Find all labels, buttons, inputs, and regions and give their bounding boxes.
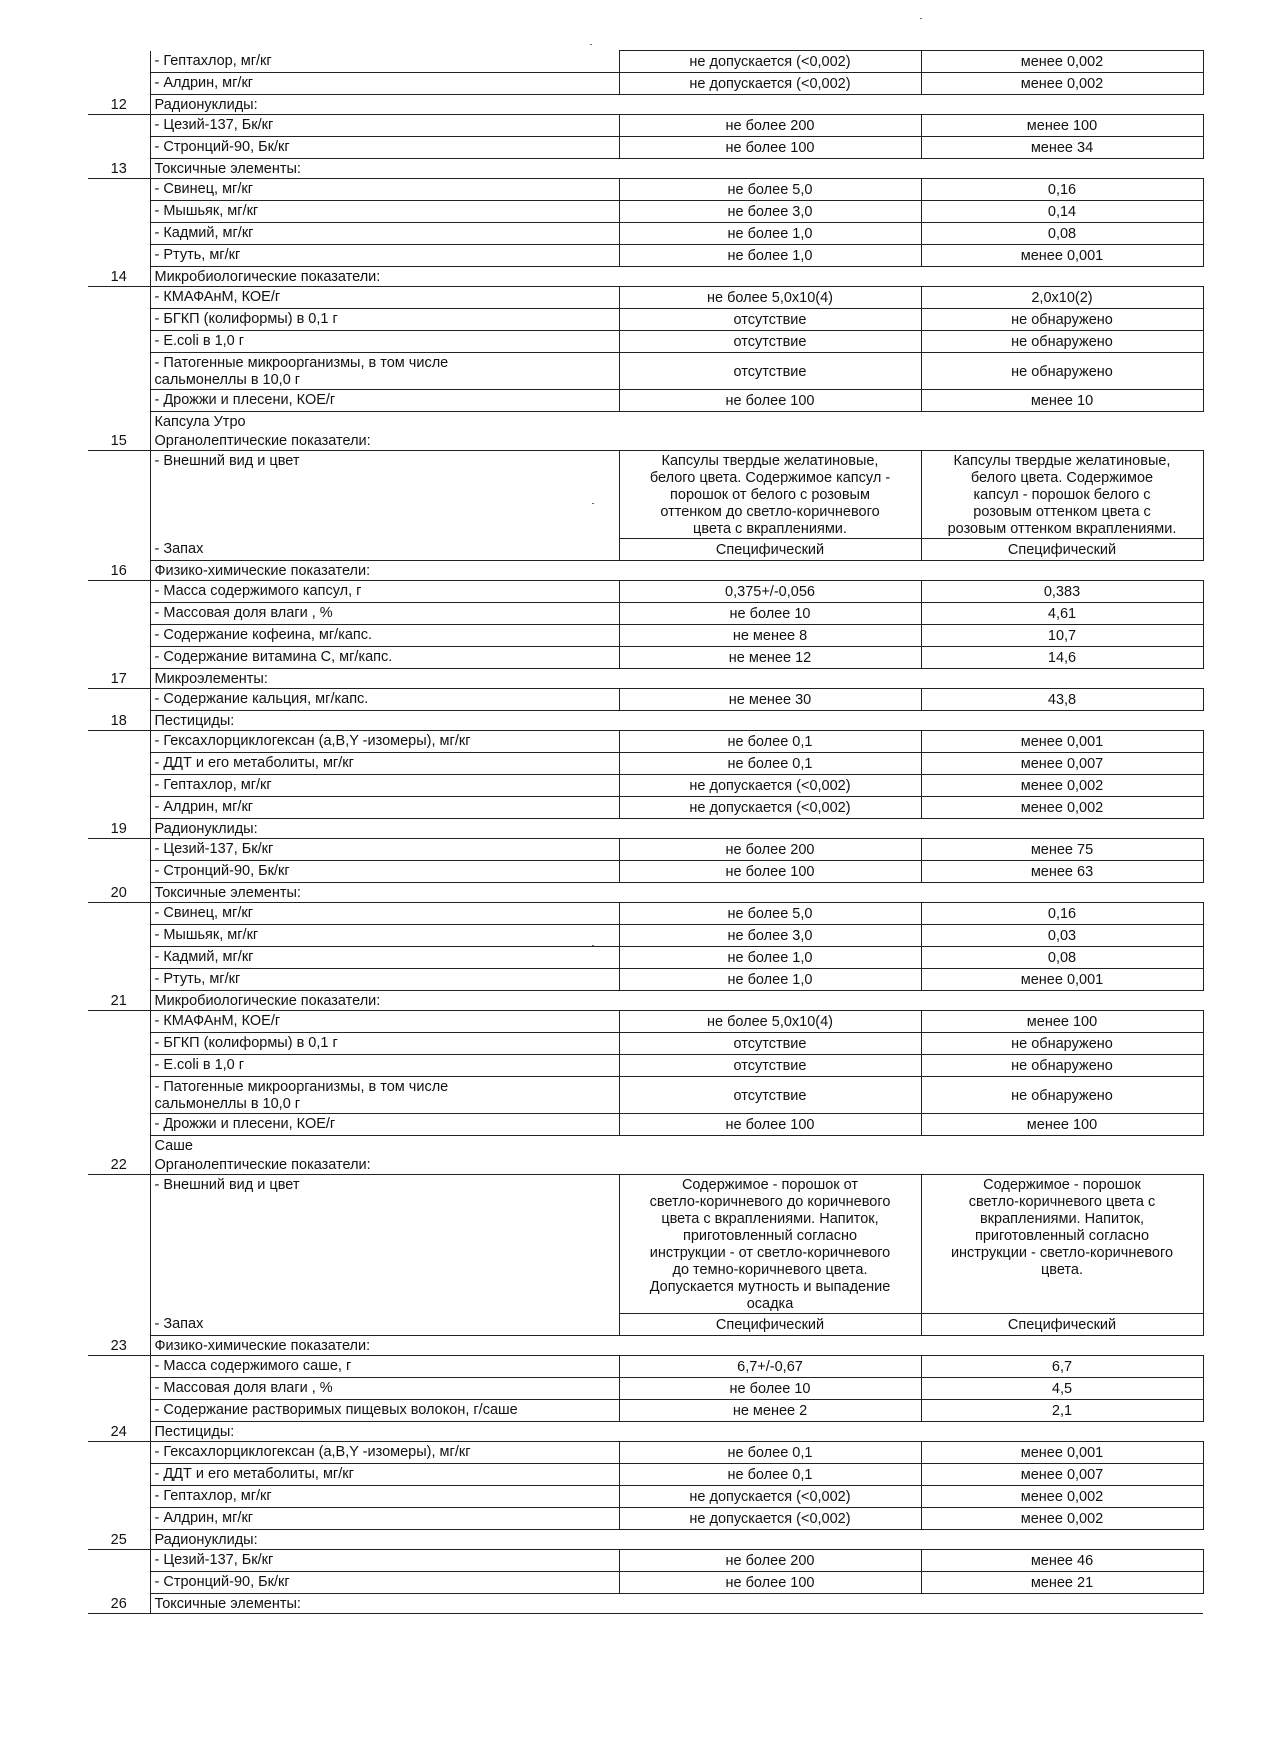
table-row — [88, 1550, 1203, 1572]
section-number — [88, 861, 150, 883]
table-row — [88, 539, 1203, 561]
norm-value: не допускается (<0,002) — [619, 775, 921, 797]
section-number: 25 — [88, 1530, 150, 1550]
indicator-name: - Гексахлорциклогексан (a,B,Y -изомеры), мг/кг — [150, 731, 619, 753]
table-row — [88, 839, 1203, 861]
section-row — [88, 991, 1203, 1011]
result-value: не обнаружено — [921, 309, 1203, 331]
indicator-name: - ДДТ и его метаболиты, мг/кг — [150, 1464, 619, 1486]
indicator-name: - Содержание кальция, мг/капс. — [150, 689, 619, 711]
section-number — [88, 1464, 150, 1486]
section-number — [88, 753, 150, 775]
table-row — [88, 1356, 1203, 1378]
table-row — [88, 1033, 1203, 1055]
norm-value: не допускается (<0,002) — [619, 73, 921, 95]
table-row — [88, 287, 1203, 309]
norm-value: отсутствие — [619, 1055, 921, 1077]
indicator-name: - Гептахлор, мг/кг — [150, 1486, 619, 1508]
results-table-body — [88, 51, 1203, 1614]
section-title: Пестициды: — [150, 711, 1203, 731]
table-row — [88, 969, 1203, 991]
indicator-name: - КМАФАнМ, КОЕ/г — [150, 287, 619, 309]
section-title: Микроэлементы: — [150, 669, 1203, 689]
scan-speck — [592, 503, 594, 504]
section-number — [88, 1508, 150, 1530]
table-row — [88, 625, 1203, 647]
indicator-name: - Стронций-90, Бк/кг — [150, 137, 619, 159]
table-row — [88, 1175, 1203, 1314]
section-number: 19 — [88, 819, 150, 839]
norm-value: отсутствие — [619, 353, 921, 390]
product-title: Капсула Утро — [150, 412, 1203, 432]
section-number — [88, 1011, 150, 1033]
indicator-name: - Внешний вид и цвет — [150, 451, 619, 539]
table-row — [88, 1055, 1203, 1077]
norm-value: не более 0,1 — [619, 1464, 921, 1486]
norm-value: не более 100 — [619, 390, 921, 412]
table-row — [88, 1011, 1203, 1033]
indicator-name: - Цезий-137, Бк/кг — [150, 115, 619, 137]
indicator-name: - Мышьяк, мг/кг — [150, 925, 619, 947]
section-number — [88, 1378, 150, 1400]
section-number — [88, 797, 150, 819]
table-row — [88, 581, 1203, 603]
indicator-name: - КМАФАнМ, КОЕ/г — [150, 1011, 619, 1033]
result-value: 0,08 — [921, 223, 1203, 245]
indicator-name: - Запах — [150, 539, 619, 561]
result-value: Содержимое - порошок светло-коричневого цвета с вкраплениями. Напиток, приготовленный согласно инструкции - светло-коричневого цвета. — [921, 1175, 1203, 1314]
table-row — [88, 797, 1203, 819]
section-number — [88, 51, 150, 73]
norm-value: не более 3,0 — [619, 925, 921, 947]
section-row — [88, 669, 1203, 689]
table-row — [88, 947, 1203, 969]
norm-value: не допускается (<0,002) — [619, 1508, 921, 1530]
result-value: Капсулы твердые желатиновые, белого цвета. Содержимое капсул - порошок белого с розовым оттенком цвета с розовым оттенком вкраплениями. — [921, 451, 1203, 539]
section-title: Физико-химические показатели: — [150, 1336, 1203, 1356]
indicator-name: - Внешний вид и цвет — [150, 1175, 619, 1314]
section-title: Микробиологические показатели: — [150, 267, 1203, 287]
norm-value: не более 1,0 — [619, 223, 921, 245]
result-value: Специфический — [921, 1314, 1203, 1336]
section-row — [88, 1155, 1203, 1175]
section-row — [88, 159, 1203, 179]
norm-value: не менее 2 — [619, 1400, 921, 1422]
norm-value: не более 5,0 — [619, 903, 921, 925]
indicator-name: - Ртуть, мг/кг — [150, 969, 619, 991]
section-number — [88, 947, 150, 969]
norm-value: не более 10 — [619, 603, 921, 625]
indicator-name: - Гептахлор, мг/кг — [150, 51, 619, 73]
section-row — [88, 711, 1203, 731]
table-row — [88, 1314, 1203, 1336]
product-row — [88, 412, 1203, 432]
norm-value: не более 100 — [619, 1572, 921, 1594]
section-number: 21 — [88, 991, 150, 1011]
result-value: менее 0,002 — [921, 797, 1203, 819]
section-row — [88, 561, 1203, 581]
section-number — [88, 1136, 150, 1156]
section-number — [88, 839, 150, 861]
table-row — [88, 331, 1203, 353]
result-value: менее 100 — [921, 1114, 1203, 1136]
section-number — [88, 775, 150, 797]
section-title: Органолептические показатели: — [150, 431, 1203, 451]
table-row — [88, 73, 1203, 95]
section-title: Радионуклиды: — [150, 95, 1203, 115]
section-number: 20 — [88, 883, 150, 903]
section-number — [88, 1175, 150, 1314]
section-number — [88, 1572, 150, 1594]
norm-value: не более 0,1 — [619, 731, 921, 753]
result-value: 43,8 — [921, 689, 1203, 711]
norm-value: Специфический — [619, 539, 921, 561]
norm-value: не более 3,0 — [619, 201, 921, 223]
result-value: менее 0,007 — [921, 1464, 1203, 1486]
section-row — [88, 1336, 1203, 1356]
result-value: менее 10 — [921, 390, 1203, 412]
section-number — [88, 603, 150, 625]
table-row — [88, 1378, 1203, 1400]
result-value: 2,1 — [921, 1400, 1203, 1422]
norm-value: отсутствие — [619, 1033, 921, 1055]
result-value: менее 63 — [921, 861, 1203, 883]
table-row — [88, 861, 1203, 883]
section-title: Микробиологические показатели: — [150, 991, 1203, 1011]
section-number — [88, 353, 150, 390]
indicator-name: - Цезий-137, Бк/кг — [150, 1550, 619, 1572]
result-value: 2,0х10(2) — [921, 287, 1203, 309]
indicator-name: - Масса содержимого саше, г — [150, 1356, 619, 1378]
table-row — [88, 1508, 1203, 1530]
indicator-name: - Алдрин, мг/кг — [150, 797, 619, 819]
indicator-name: - Ртуть, мг/кг — [150, 245, 619, 267]
norm-value: Содержимое - порошок от светло-коричневого до коричневого цвета с вкраплениями. Напиток, приготовленный согласно инструкции - от светло-коричневого до темно-коричневого цвета. Допускается мутность и выпадение осадка — [619, 1175, 921, 1314]
section-row — [88, 883, 1203, 903]
section-number — [88, 1356, 150, 1378]
norm-value: не более 0,1 — [619, 753, 921, 775]
table-row — [88, 223, 1203, 245]
indicator-name: - Цезий-137, Бк/кг — [150, 839, 619, 861]
norm-value: не более 1,0 — [619, 969, 921, 991]
section-number: 24 — [88, 1422, 150, 1442]
result-value: менее 0,002 — [921, 73, 1203, 95]
table-row — [88, 689, 1203, 711]
section-row — [88, 1530, 1203, 1550]
indicator-name: - ДДТ и его метаболиты, мг/кг — [150, 753, 619, 775]
table-row — [88, 903, 1203, 925]
result-value: 10,7 — [921, 625, 1203, 647]
section-number — [88, 451, 150, 539]
section-number — [88, 115, 150, 137]
indicator-name: - Гептахлор, мг/кг — [150, 775, 619, 797]
result-value: менее 0,001 — [921, 1442, 1203, 1464]
section-number — [88, 1077, 150, 1114]
table-row — [88, 775, 1203, 797]
indicator-name: - Патогенные микроорганизмы, в том числе сальмонеллы в 10,0 г — [150, 1077, 619, 1114]
scan-speck — [590, 44, 592, 45]
norm-value: не менее 30 — [619, 689, 921, 711]
result-value: 14,6 — [921, 647, 1203, 669]
indicator-name: - Дрожжи и плесени, КОЕ/г — [150, 1114, 619, 1136]
section-number — [88, 1314, 150, 1336]
norm-value: не более 1,0 — [619, 245, 921, 267]
table-row — [88, 353, 1203, 390]
result-value: менее 100 — [921, 115, 1203, 137]
table-row — [88, 309, 1203, 331]
section-number — [88, 287, 150, 309]
norm-value: Специфический — [619, 1314, 921, 1336]
result-value: менее 0,002 — [921, 1486, 1203, 1508]
result-value: менее 0,001 — [921, 731, 1203, 753]
result-value: 0,16 — [921, 903, 1203, 925]
result-value: менее 0,002 — [921, 51, 1203, 73]
indicator-name: - Дрожжи и плесени, КОЕ/г — [150, 390, 619, 412]
result-value: менее 21 — [921, 1572, 1203, 1594]
section-number — [88, 412, 150, 432]
norm-value: Капсулы твердые желатиновые, белого цвета. Содержимое капсул - порошок от белого с розовым оттенком до светло-коричневого цвета с вкраплениями. — [619, 451, 921, 539]
section-number — [88, 1114, 150, 1136]
section-number: 18 — [88, 711, 150, 731]
indicator-name: - Кадмий, мг/кг — [150, 223, 619, 245]
norm-value: отсутствие — [619, 1077, 921, 1114]
table-row — [88, 137, 1203, 159]
norm-value: не допускается (<0,002) — [619, 1486, 921, 1508]
result-value: 0,03 — [921, 925, 1203, 947]
norm-value: отсутствие — [619, 309, 921, 331]
norm-value: не более 200 — [619, 839, 921, 861]
section-number — [88, 179, 150, 201]
indicator-name: - E.coli в 1,0 г — [150, 1055, 619, 1077]
result-value: 4,5 — [921, 1378, 1203, 1400]
section-number: 13 — [88, 159, 150, 179]
scan-speck — [592, 945, 594, 946]
norm-value: не допускается (<0,002) — [619, 51, 921, 73]
table-row — [88, 245, 1203, 267]
section-row — [88, 95, 1203, 115]
document-sheet — [88, 50, 1203, 1614]
table-row — [88, 1077, 1203, 1114]
norm-value: не более 1,0 — [619, 947, 921, 969]
result-value: не обнаружено — [921, 1055, 1203, 1077]
result-value: менее 0,002 — [921, 1508, 1203, 1530]
section-number: 22 — [88, 1155, 150, 1175]
indicator-name: - Стронций-90, Бк/кг — [150, 1572, 619, 1594]
result-value: менее 46 — [921, 1550, 1203, 1572]
section-number — [88, 331, 150, 353]
result-value: не обнаружено — [921, 353, 1203, 390]
norm-value: не более 0,1 — [619, 1442, 921, 1464]
indicator-name: - Содержание кофеина, мг/капс. — [150, 625, 619, 647]
result-value: менее 0,001 — [921, 245, 1203, 267]
norm-value: не более 5,0х10(4) — [619, 1011, 921, 1033]
result-value: менее 34 — [921, 137, 1203, 159]
section-number — [88, 647, 150, 669]
table-row — [88, 1486, 1203, 1508]
indicator-name: - Алдрин, мг/кг — [150, 1508, 619, 1530]
section-row — [88, 431, 1203, 451]
table-row — [88, 451, 1203, 539]
table-row — [88, 1464, 1203, 1486]
norm-value: 0,375+/-0,056 — [619, 581, 921, 603]
section-number — [88, 223, 150, 245]
norm-value: не более 100 — [619, 861, 921, 883]
norm-value: не более 5,0х10(4) — [619, 287, 921, 309]
result-value: 6,7 — [921, 1356, 1203, 1378]
section-number — [88, 201, 150, 223]
result-value: Специфический — [921, 539, 1203, 561]
section-number: 16 — [88, 561, 150, 581]
indicator-name: - Патогенные микроорганизмы, в том числе сальмонеллы в 10,0 г — [150, 353, 619, 390]
section-number — [88, 1442, 150, 1464]
section-number — [88, 1550, 150, 1572]
indicator-name: - E.coli в 1,0 г — [150, 331, 619, 353]
section-number: 17 — [88, 669, 150, 689]
section-row — [88, 1594, 1203, 1614]
table-row — [88, 1400, 1203, 1422]
indicator-name: - Массовая доля влаги , % — [150, 603, 619, 625]
section-number — [88, 390, 150, 412]
indicator-name: - Свинец, мг/кг — [150, 179, 619, 201]
section-title: Радионуклиды: — [150, 1530, 1203, 1550]
section-number — [88, 137, 150, 159]
section-number: 15 — [88, 431, 150, 451]
table-row — [88, 603, 1203, 625]
section-number — [88, 309, 150, 331]
norm-value: не допускается (<0,002) — [619, 797, 921, 819]
norm-value: не более 200 — [619, 115, 921, 137]
section-number — [88, 73, 150, 95]
table-row — [88, 1572, 1203, 1594]
result-value: не обнаружено — [921, 1033, 1203, 1055]
section-number — [88, 731, 150, 753]
result-value: менее 0,001 — [921, 969, 1203, 991]
section-number: 23 — [88, 1336, 150, 1356]
norm-value: не более 100 — [619, 1114, 921, 1136]
section-number — [88, 925, 150, 947]
section-number — [88, 1055, 150, 1077]
section-number — [88, 625, 150, 647]
indicator-name: - Масса содержимого капсул, г — [150, 581, 619, 603]
norm-value: не менее 12 — [619, 647, 921, 669]
indicator-name: - Стронций-90, Бк/кг — [150, 861, 619, 883]
section-number — [88, 245, 150, 267]
result-value: не обнаружено — [921, 1077, 1203, 1114]
indicator-name: - Содержание растворимых пищевых волокон, г/саше — [150, 1400, 619, 1422]
section-number — [88, 581, 150, 603]
indicator-name: - Мышьяк, мг/кг — [150, 201, 619, 223]
section-number — [88, 539, 150, 561]
norm-value: не более 5,0 — [619, 179, 921, 201]
section-title: Пестициды: — [150, 1422, 1203, 1442]
table-row — [88, 51, 1203, 73]
norm-value: не более 200 — [619, 1550, 921, 1572]
table-row — [88, 647, 1203, 669]
section-title: Физико-химические показатели: — [150, 561, 1203, 581]
indicator-name: - Кадмий, мг/кг — [150, 947, 619, 969]
section-number: 12 — [88, 95, 150, 115]
result-value: не обнаружено — [921, 331, 1203, 353]
result-value: 0,14 — [921, 201, 1203, 223]
table-row — [88, 390, 1203, 412]
table-row — [88, 731, 1203, 753]
section-row — [88, 267, 1203, 287]
result-value: 0,16 — [921, 179, 1203, 201]
norm-value: отсутствие — [619, 331, 921, 353]
section-number — [88, 903, 150, 925]
table-row — [88, 925, 1203, 947]
section-number — [88, 1400, 150, 1422]
result-value: 0,383 — [921, 581, 1203, 603]
section-title: Токсичные элементы: — [150, 883, 1203, 903]
table-row — [88, 1442, 1203, 1464]
product-title: Саше — [150, 1136, 1203, 1156]
section-title: Токсичные элементы: — [150, 1594, 1203, 1614]
table-row — [88, 201, 1203, 223]
indicator-name: - Свинец, мг/кг — [150, 903, 619, 925]
section-title: Органолептические показатели: — [150, 1155, 1203, 1175]
table-row — [88, 115, 1203, 137]
scan-speck — [920, 18, 922, 19]
section-title: Радионуклиды: — [150, 819, 1203, 839]
section-row — [88, 819, 1203, 839]
norm-value: не более 100 — [619, 137, 921, 159]
norm-value: 6,7+/-0,67 — [619, 1356, 921, 1378]
indicator-name: - Запах — [150, 1314, 619, 1336]
indicator-name: - БГКП (колиформы) в 0,1 г — [150, 1033, 619, 1055]
table-row — [88, 753, 1203, 775]
norm-value: не более 10 — [619, 1378, 921, 1400]
result-value: менее 75 — [921, 839, 1203, 861]
section-number: 26 — [88, 1594, 150, 1614]
norm-value: не менее 8 — [619, 625, 921, 647]
section-number — [88, 1486, 150, 1508]
table-row — [88, 179, 1203, 201]
section-number — [88, 689, 150, 711]
indicator-name: - Содержание витамина С, мг/капс. — [150, 647, 619, 669]
indicator-name: - Гексахлорциклогексан (a,B,Y -изомеры), мг/кг — [150, 1442, 619, 1464]
indicator-name: - Алдрин, мг/кг — [150, 73, 619, 95]
result-value: 0,08 — [921, 947, 1203, 969]
table-row — [88, 1114, 1203, 1136]
section-number — [88, 969, 150, 991]
result-value: менее 0,007 — [921, 753, 1203, 775]
product-row — [88, 1136, 1203, 1156]
section-row — [88, 1422, 1203, 1442]
result-value: менее 100 — [921, 1011, 1203, 1033]
section-number: 14 — [88, 267, 150, 287]
result-value: менее 0,002 — [921, 775, 1203, 797]
section-title: Токсичные элементы: — [150, 159, 1203, 179]
section-number — [88, 1033, 150, 1055]
results-table — [88, 50, 1204, 1614]
result-value: 4,61 — [921, 603, 1203, 625]
indicator-name: - Массовая доля влаги , % — [150, 1378, 619, 1400]
indicator-name: - БГКП (колиформы) в 0,1 г — [150, 309, 619, 331]
